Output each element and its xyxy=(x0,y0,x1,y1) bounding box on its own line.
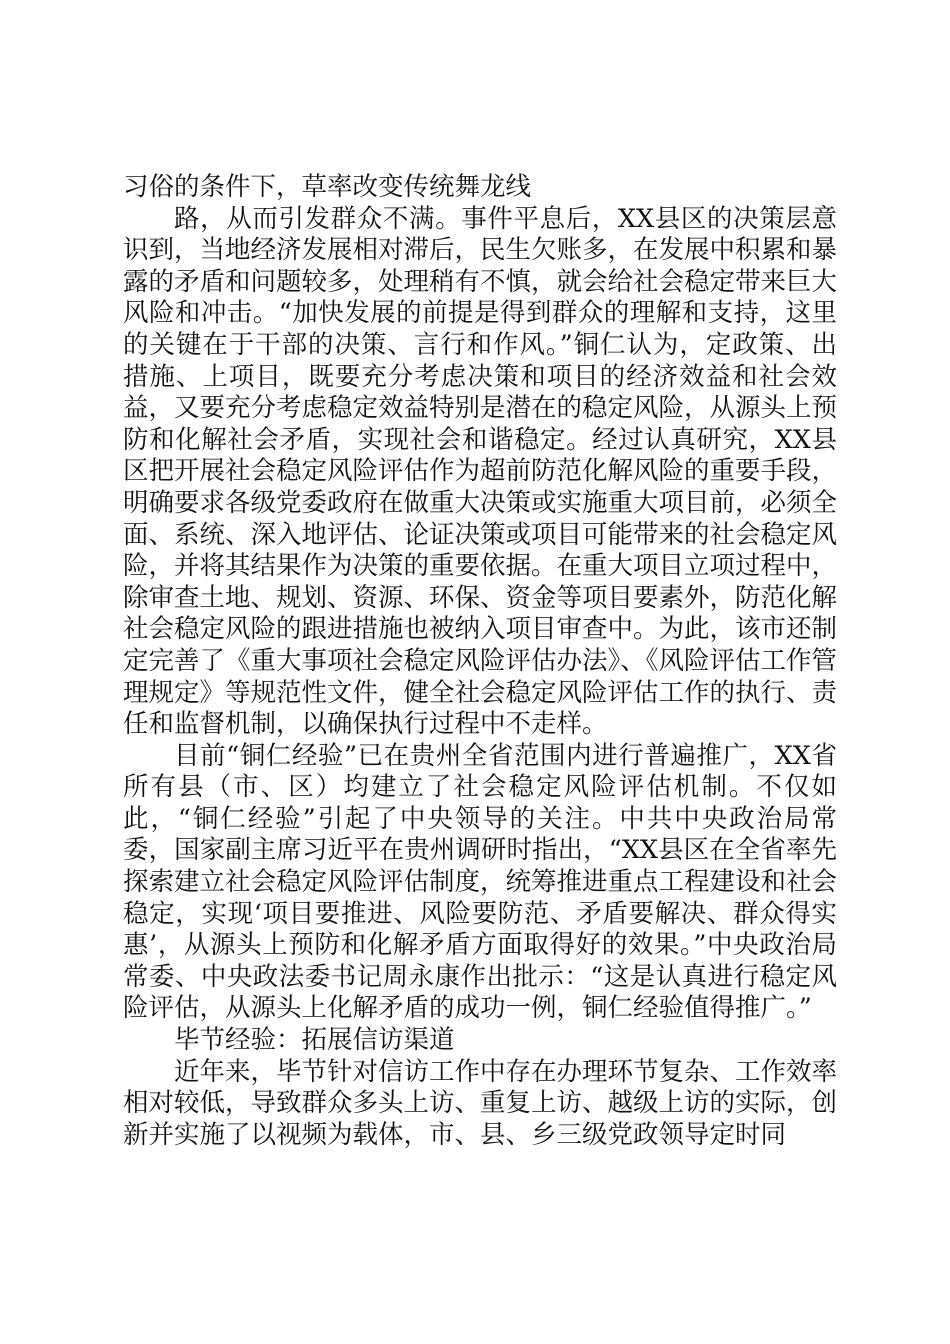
paragraph-bijie-petition: 近年来，毕节针对信访工作中存在办理环节复杂、工作效率相对较低，导致群众多头上访、重复上访、越级上访的实际，创新并实施了以视频为载体，市、县、乡三级党政领导定时同 xyxy=(123,1056,838,1150)
document-page xyxy=(123,172,837,1151)
section-heading-bijie: 毕节经验：拓展信访渠道 xyxy=(174,1025,455,1056)
paragraph-tongren-experience: 目前“铜仁经验”已在贵州全省范围内进行普遍推广，XX省所有县（市、区）均建立了社会稳定风险评估机制。不仅如此，“铜仁经验”引起了中央领导的关注。中共中央政治局常委，国家副主席习近平在贵州调研时指出，“XX县区在全省率先探索建立社会稳定风险评估制度，统筹推进重点工程建设和社会稳定，实现‘项目要推进、风险要防范、矛盾要解决、群众得实惠’，从源头上预防和化解矛盾方面取得好的效果。”中央政治局常委、中央政法委书记周永康作出批示：“这是认真进行稳定风险评估，从源头上化解矛盾的成功一例，铜仁经验值得推广。” xyxy=(123,740,838,1024)
paragraph-continuation: 习俗的条件下，草率改变传统舞龙线 xyxy=(123,172,532,202)
paragraph-risk-assessment: 路，从而引发群众不满。事件平息后，XX县区的决策层意识到，当地经济发展相对滞后，民生欠账多，在发展中积累和暴露的矛盾和问题较多，处理稍有不慎，就会给社会稳定带来巨大风险和冲击。“加快发展的前提是得到群众的理解和支持，这里的关键在于干部的决策、言行和作风。”铜仁认为，定政策、出措施、上项目，既要充分考虑决策和项目的经济效益和社会效益，又要充分考虑稳定效益特别是潜在的稳定风险，从源头上预防和化解社会矛盾，实现社会和谐稳定。经过认真研究，XX县区把开展社会稳定风险评估作为超前防范化解风险的重要手段，明确要求各级党委政府在做重大决策或实施重大项目前，必须全面、系统、深入地评估、论证决策或项目可能带来的社会稳定风险，并将其结果作为决策的重要依据。在重大项目立项过程中，除审查土地、规划、资源、环保、资金等项目要素外，防范化解社会稳定风险的跟进措施也被纳入项目审查中。为此，该市还制定完善了《重大事项社会稳定风险评估办法》、《风险评估工作管理规定》等规范性文件，健全社会稳定风险评估工作的执行、责任和监督机制，以确保执行过程中不走样。 xyxy=(123,203,838,740)
